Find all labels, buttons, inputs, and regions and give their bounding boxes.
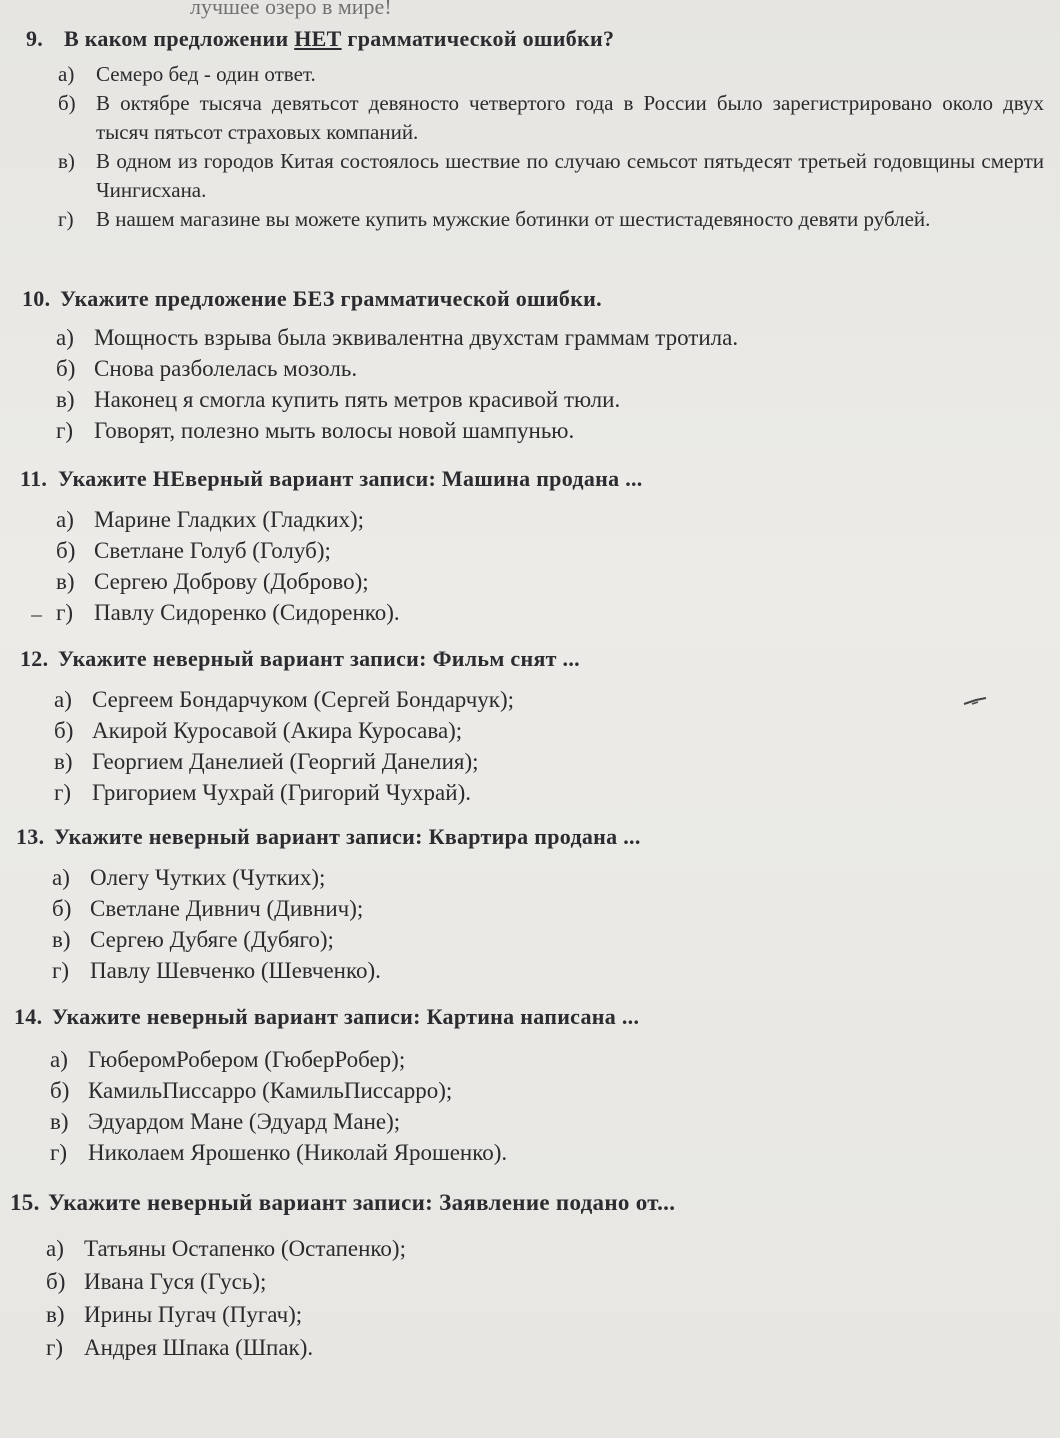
cut-off-top-line: лучшее озеро в мире! [190,0,392,19]
option-a: а) Мощность взрыва была эквивалентна двухстам граммам тротила. [56,325,739,350]
question-number: 11. [20,466,48,491]
option-a: а) Марине Гладких (Гладких); [56,507,365,532]
option-g: г) Андрея Шпака (Шпак). [46,1335,314,1360]
question-title: 14. Укажите неверный вариант записи: Картина написана ... [14,1004,640,1029]
options-list [20,504,1060,628]
question-10 [22,286,1060,446]
question-number: 14. [14,1004,43,1029]
option-b: б) В октябре тысяча девятьсот девяносто четвертого года в России было зарегистрировано около двух тысяч пятьсот страховых компаний. [58,91,1044,144]
option-b: б) Светлане Голуб (Голуб); [56,538,331,563]
question-number: 9. [26,26,44,51]
option-a: а) ГюберомРобером (ГюберРобер); [50,1047,406,1072]
question-number: 10. [22,286,51,311]
question-number: 13. [16,824,45,849]
options-list [10,1232,1060,1364]
question-9 [26,26,1044,234]
options-list [14,1044,1060,1168]
option-a: а) Олегу Чутких (Чутких); [52,865,326,890]
question-title: 11. Укажите НЕверный вариант записи: Машина продана ... [20,466,643,491]
question-11 [20,466,1060,628]
question-13 [16,824,1060,986]
option-b: б) Акирой Куросавой (Акира Куросава); [54,718,463,743]
options-list [20,684,1060,808]
option-g: г) Николаем Ярошенко (Николай Ярошенко). [50,1140,508,1165]
option-a: а) Татьяны Остапенко (Остапенко); [46,1236,406,1261]
option-v: в) Эдуардом Мане (Эдуард Мане); [50,1109,401,1134]
option-v: в) В одном из городов Китая состоялось шествие по случаю семьсот пятьдесят третьей годовщины смерти Чингисхана. [58,149,1044,202]
question-title: 13. Укажите неверный вариант записи: Квартира продана ... [16,824,641,849]
option-v: в) Сергею Дубяге (Дубяго); [52,927,334,952]
dash-mark-icon [30,612,44,620]
question-title: 10. Укажите предложение БЕЗ грамматической ошибки. [22,286,602,311]
question-title: 15. Укажите неверный вариант записи: Заявление подано от... [10,1190,676,1215]
option-a: а) Семеро бед - один ответ. [58,62,316,86]
option-g: г) Григорием Чухрай (Григорий Чухрай). [54,780,471,805]
question-15 [10,1190,1060,1364]
underlined-word: НЕТ [294,26,342,51]
question-title: 12. Укажите неверный вариант записи: Фильм снят ... [20,646,580,671]
option-v: в) Георгием Данелией (Георгий Данелия); [54,749,479,774]
options-list [16,862,1060,986]
options-list [26,60,1044,234]
question-12 [20,646,1060,808]
option-b: б) Светлане Дивнич (Дивнич); [52,896,364,921]
pen-mark-icon [962,694,990,710]
option-g: г) Павлу Сидоренко (Сидоренко). [56,600,400,625]
option-v: в) Сергею Доброву (Доброво); [56,569,369,594]
question-title: 9. В каком предложении НЕТ грамматической ошибки? [26,26,615,51]
option-a: а) Сергеем Бондарчуком (Сергей Бондарчук); [54,687,515,712]
option-g: г) Говорят, полезно мыть волосы новой шампунью. [56,418,575,443]
option-v: в) Наконец я смогла купить пять метров красивой тюли. [56,387,621,412]
question-number: 15. [10,1190,40,1215]
option-b: б) КамильПиссарро (КамильПиссарро); [50,1078,453,1103]
option-g: г) Павлу Шевченко (Шевченко). [52,958,381,983]
question-14 [14,1004,1060,1168]
option-b: б) Ивана Гуся (Гусь); [46,1269,267,1294]
option-g: г) В нашем магазине вы можете купить мужские ботинки от шестистадевяносто девяти рублей. [58,207,931,231]
option-v: в) Ирины Пугач (Пугач); [46,1302,303,1327]
question-number: 12. [20,646,49,671]
option-b: б) Снова разболелась мозоль. [56,356,358,381]
options-list [22,322,1060,446]
